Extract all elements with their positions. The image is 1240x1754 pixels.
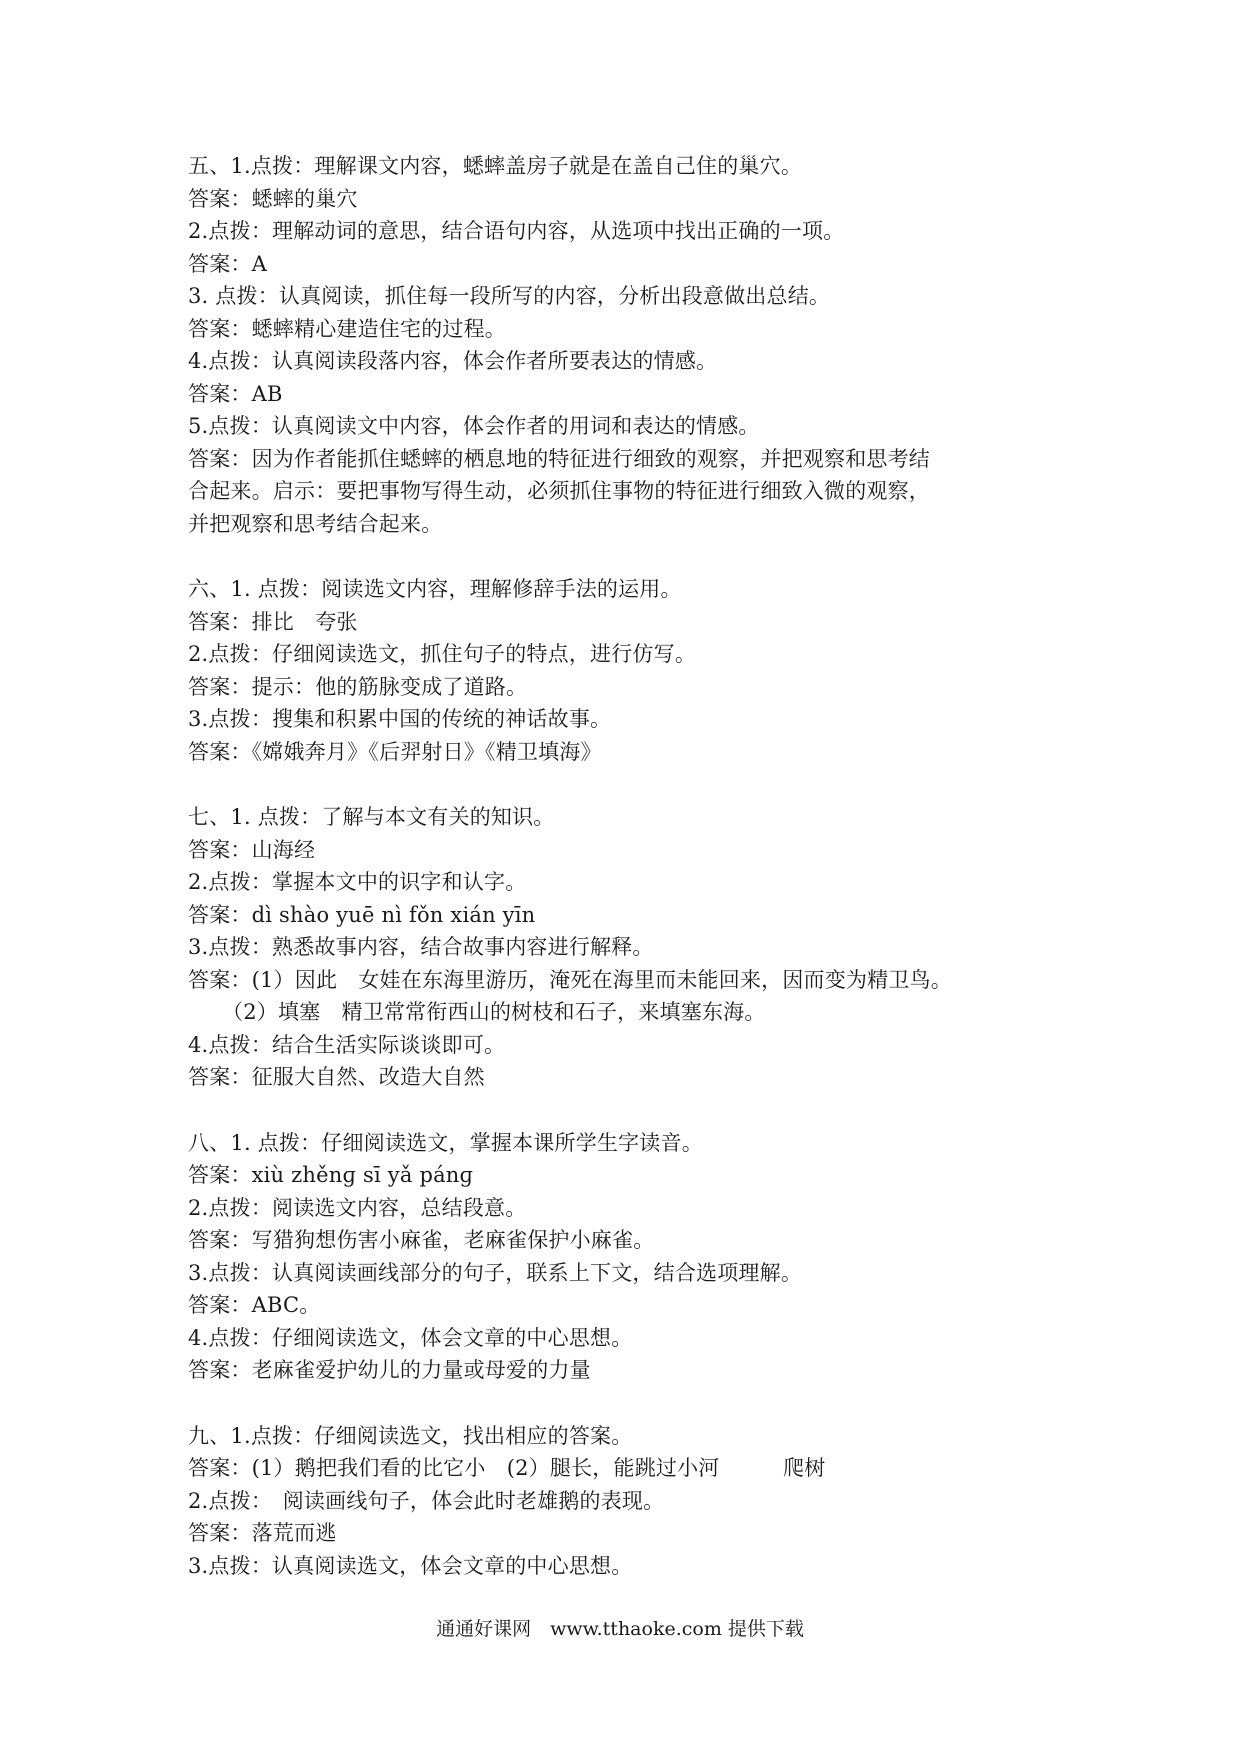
text-line: 答案：dì shào yuē nì fǒn xián yīn [188,902,536,927]
text-line: 答案：ABC。 [188,1293,321,1317]
text-line: 答案：(1）因此 女娃在东海里游历，淹死在海里而未能回来，因而变为精卫鸟。 [188,967,952,992]
text-line: 5.点拨：认真阅读文中内容，体会作者的用词和表达的情感。 [188,414,760,438]
text-line: 答案：蟋蟀的巢穴 [188,186,358,211]
text-line: 2.点拨：理解动词的意思，结合语句内容，从选项中找出正确的一项。 [188,219,845,243]
text-line: 答案：xiù zhěnɡ sī yǎ pánɡ [188,1163,474,1187]
text-line: 答案：提示：他的筋脉变成了道路。 [188,674,528,699]
text-line: 答案：A [188,251,267,276]
text-line: 答案：蟋蟀精心建造住宅的过程。 [188,316,506,341]
text-line: 答案：征服大自然、改造大自然 [188,1065,485,1089]
text-line: 答案：写猎狗想伤害小麻雀，老麻雀保护小麻雀。 [188,1228,655,1252]
page-footer: 通通好课网 www.tthaoke.com 提供下载 [436,1618,804,1640]
text-line: 2.点拨：仔细阅读选文，抓住句子的特点，进行仿写。 [188,642,697,666]
text-line: 合起来。启示：要把事物写得生动，必须抓住事物的特征进行细致入微的观察， [188,479,930,503]
text-line: 答案：(1）鹅把我们看的比它小 (2）腿长，能跳过小河 爬树 [188,1456,826,1480]
text-line: 3.点拨：认真阅读选文，体会文章的中心思想。 [188,1553,633,1578]
text-line: 答案：落荒而逃 [188,1521,337,1545]
text-line: （2）填塞 精卫常常衔西山的树枝和石子，来填塞东海。 [222,1000,766,1024]
text-line: 2.点拨：掌握本文中的识字和认字。 [188,870,527,894]
text-line: 4.点拨：认真阅读段落内容，体会作者所要表达的情感。 [188,349,718,373]
text-line: 3.点拨：认真阅读画线部分的句子，联系上下文，结合选项理解。 [188,1260,803,1285]
text-line: 2.点拨：阅读选文内容，总结段意。 [188,1195,527,1220]
text-line: 4.点拨：仔细阅读选文，体会文章的中心思想。 [188,1325,633,1350]
text-line: 答案：排比 夸张 [188,609,358,634]
text-line: 并把观察和思考结合起来。 [188,511,443,536]
text-line: 答案：《嫦娥奔月》《后羿射日》《精卫填海》 [188,739,602,764]
answer-content [188,150,1068,1615]
text-line: 八、1. 点拨：仔细阅读选文，掌握本课所学生字读音。 [188,1130,703,1155]
section-six [188,573,1068,768]
text-line: 答案：老麻雀爱护幼儿的力量或母爱的力量 [188,1358,591,1382]
text-line: 答案：山海经 [188,837,316,862]
text-line: 七、1. 点拨：了解与本文有关的知识。 [188,805,555,829]
text-line: 五、1.点拨：理解课文内容，蟋蟀盖房子就是在盖自己住的巢穴。 [188,154,803,178]
text-line: 答案：AB [188,381,283,406]
section-five [188,150,1068,540]
text-line: 六、1. 点拨：阅读选文内容，理解修辞手法的运用。 [188,577,682,601]
text-line: 3.点拨：熟悉故事内容，结合故事内容进行解释。 [188,935,654,959]
text-line: 2.点拨： 阅读画线句子，体会此时老雄鹅的表现。 [188,1488,665,1513]
text-line: 九、1.点拨：仔细阅读选文，找出相应的答案。 [188,1423,633,1448]
text-line: 4.点拨：结合生活实际谈谈即可。 [188,1032,506,1057]
section-seven [188,801,1068,1094]
text-line: 3. 点拨：认真阅读，抓住每一段所写的内容，分析出段意做出总结。 [188,284,831,308]
section-nine [188,1420,1068,1583]
text-line: 3.点拨：搜集和积累中国的传统的神话故事。 [188,707,612,731]
text-line: 答案：因为作者能抓住蟋蟀的栖息地的特征进行细致的观察，并把观察和思考结 [188,446,930,471]
section-eight [188,1127,1068,1387]
